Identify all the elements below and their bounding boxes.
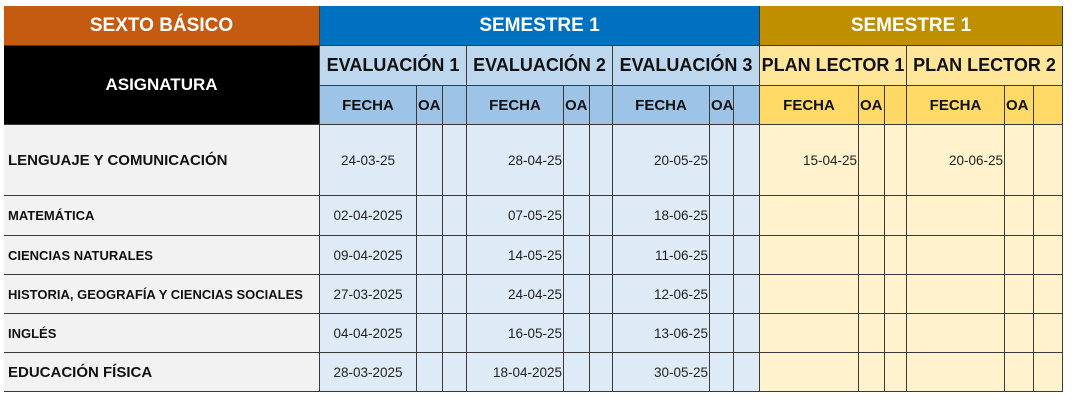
oa-cell[interactable] [564, 275, 590, 314]
blank-cell [734, 275, 760, 314]
oa-cell[interactable] [710, 314, 734, 353]
oa-cell[interactable] [859, 314, 885, 353]
oa-cell[interactable] [710, 275, 734, 314]
date-cell[interactable] [907, 353, 1005, 392]
blank-cell [590, 236, 613, 275]
plan-lector-2-oa-header: OA [1005, 86, 1034, 125]
oa-cell[interactable] [417, 314, 443, 353]
date-cell[interactable]: 11-06-25 [613, 236, 710, 275]
date-cell[interactable]: 28-03-2025 [320, 353, 417, 392]
date-cell[interactable]: 12-06-25 [613, 275, 710, 314]
blank-cell [443, 353, 467, 392]
date-cell[interactable]: 14-05-25 [467, 236, 564, 275]
date-cell[interactable]: 18-06-25 [613, 196, 710, 236]
blank-cell [734, 196, 760, 236]
blank-cell [734, 236, 760, 275]
subject-label: LENGUAJE Y COMUNICACIÓN [4, 125, 320, 196]
date-cell[interactable]: 15-04-25 [760, 125, 859, 196]
oa-cell[interactable] [859, 353, 885, 392]
oa-cell[interactable] [1005, 275, 1034, 314]
oa-cell[interactable] [564, 196, 590, 236]
date-cell[interactable] [907, 314, 1005, 353]
evaluacion-3-fecha-header: FECHA [613, 86, 710, 125]
oa-cell[interactable] [1005, 125, 1034, 196]
subject-label: CIENCIAS NATURALES [4, 236, 320, 275]
date-cell[interactable] [760, 196, 859, 236]
blank-cell [885, 236, 907, 275]
oa-cell[interactable] [859, 275, 885, 314]
blank-cell [590, 125, 613, 196]
oa-cell[interactable] [1005, 196, 1034, 236]
blank-cell [1034, 353, 1063, 392]
course-title: SEXTO BÁSICO [4, 6, 320, 46]
oa-cell[interactable] [710, 236, 734, 275]
oa-cell[interactable] [564, 353, 590, 392]
blank-cell [443, 236, 467, 275]
date-cell[interactable] [907, 236, 1005, 275]
evaluacion-2-blank-header [590, 86, 613, 125]
oa-cell[interactable] [710, 125, 734, 196]
blank-cell [885, 314, 907, 353]
plan-lector-2-fecha-header: FECHA [907, 86, 1005, 125]
date-cell[interactable] [760, 353, 859, 392]
plan-lector-2-blank-header [1034, 86, 1063, 125]
subject-label: MATEMÁTICA [4, 196, 320, 236]
semester-blue-header: SEMESTRE 1 [320, 6, 760, 46]
blank-cell [885, 125, 907, 196]
evaluacion-3-oa-header: OA [710, 86, 734, 125]
oa-cell[interactable] [564, 314, 590, 353]
oa-cell[interactable] [564, 236, 590, 275]
blank-cell [1034, 314, 1063, 353]
blank-cell [443, 314, 467, 353]
evaluacion-2-oa-header: OA [564, 86, 590, 125]
evaluacion-1-header: EVALUACIÓN 1 [320, 46, 467, 86]
oa-cell[interactable] [417, 275, 443, 314]
evaluacion-2-fecha-header: FECHA [467, 86, 564, 125]
date-cell[interactable]: 20-05-25 [613, 125, 710, 196]
blank-cell [1034, 125, 1063, 196]
blank-cell [734, 314, 760, 353]
evaluacion-3-blank-header [734, 86, 760, 125]
date-cell[interactable]: 04-04-2025 [320, 314, 417, 353]
evaluacion-3-header: EVALUACIÓN 3 [613, 46, 760, 86]
evaluacion-2-header: EVALUACIÓN 2 [467, 46, 613, 86]
blank-cell [590, 196, 613, 236]
blank-cell [734, 353, 760, 392]
date-cell[interactable]: 24-03-25 [320, 125, 417, 196]
date-cell[interactable] [907, 196, 1005, 236]
blank-cell [1034, 275, 1063, 314]
plan-lector-1-oa-header: OA [859, 86, 885, 125]
subject-label: INGLÉS [4, 314, 320, 353]
date-cell[interactable]: 20-06-25 [907, 125, 1005, 196]
oa-cell[interactable] [417, 125, 443, 196]
subject-column-header: ASIGNATURA [4, 46, 320, 125]
blank-cell [443, 196, 467, 236]
subject-label: HISTORIA, GEOGRAFÍA Y CIENCIAS SOCIALES [4, 275, 320, 314]
subject-label: EDUCACIÓN FÍSICA [4, 353, 320, 392]
blank-cell [590, 275, 613, 314]
blank-cell [1034, 236, 1063, 275]
date-cell[interactable]: 13-06-25 [613, 314, 710, 353]
semester-gold-header: SEMESTRE 1 [760, 6, 1063, 46]
evaluacion-1-oa-header: OA [417, 86, 443, 125]
blank-cell [885, 275, 907, 314]
date-cell[interactable] [907, 275, 1005, 314]
date-cell[interactable]: 02-04-2025 [320, 196, 417, 236]
plan-lector-2-header: PLAN LECTOR 2 [907, 46, 1063, 86]
blank-cell [1034, 196, 1063, 236]
plan-lector-1-header: PLAN LECTOR 1 [760, 46, 907, 86]
blank-cell [443, 125, 467, 196]
date-cell[interactable] [760, 236, 859, 275]
oa-cell[interactable] [1005, 314, 1034, 353]
date-cell[interactable]: 27-03-2025 [320, 275, 417, 314]
evaluacion-1-fecha-header: FECHA [320, 86, 417, 125]
date-cell[interactable] [760, 314, 859, 353]
date-cell[interactable]: 30-05-25 [613, 353, 710, 392]
blank-cell [885, 196, 907, 236]
oa-cell[interactable] [564, 125, 590, 196]
date-cell[interactable]: 18-04-2025 [467, 353, 564, 392]
oa-cell[interactable] [1005, 353, 1034, 392]
evaluacion-1-blank-header [443, 86, 467, 125]
blank-cell [734, 125, 760, 196]
oa-cell[interactable] [859, 236, 885, 275]
oa-cell[interactable] [417, 236, 443, 275]
oa-cell[interactable] [417, 353, 443, 392]
blank-cell [885, 353, 907, 392]
oa-cell[interactable] [859, 196, 885, 236]
plan-lector-1-blank-header [885, 86, 907, 125]
date-cell[interactable]: 09-04-2025 [320, 236, 417, 275]
plan-lector-1-fecha-header: FECHA [760, 86, 859, 125]
oa-cell[interactable] [1005, 236, 1034, 275]
oa-cell[interactable] [710, 196, 734, 236]
date-cell[interactable]: 16-05-25 [467, 314, 564, 353]
oa-cell[interactable] [417, 196, 443, 236]
date-cell[interactable] [760, 275, 859, 314]
date-cell[interactable]: 28-04-25 [467, 125, 564, 196]
blank-cell [443, 275, 467, 314]
date-cell[interactable]: 24-04-25 [467, 275, 564, 314]
date-cell[interactable]: 07-05-25 [467, 196, 564, 236]
blank-cell [590, 353, 613, 392]
blank-cell [590, 314, 613, 353]
oa-cell[interactable] [710, 353, 734, 392]
oa-cell[interactable] [859, 125, 885, 196]
